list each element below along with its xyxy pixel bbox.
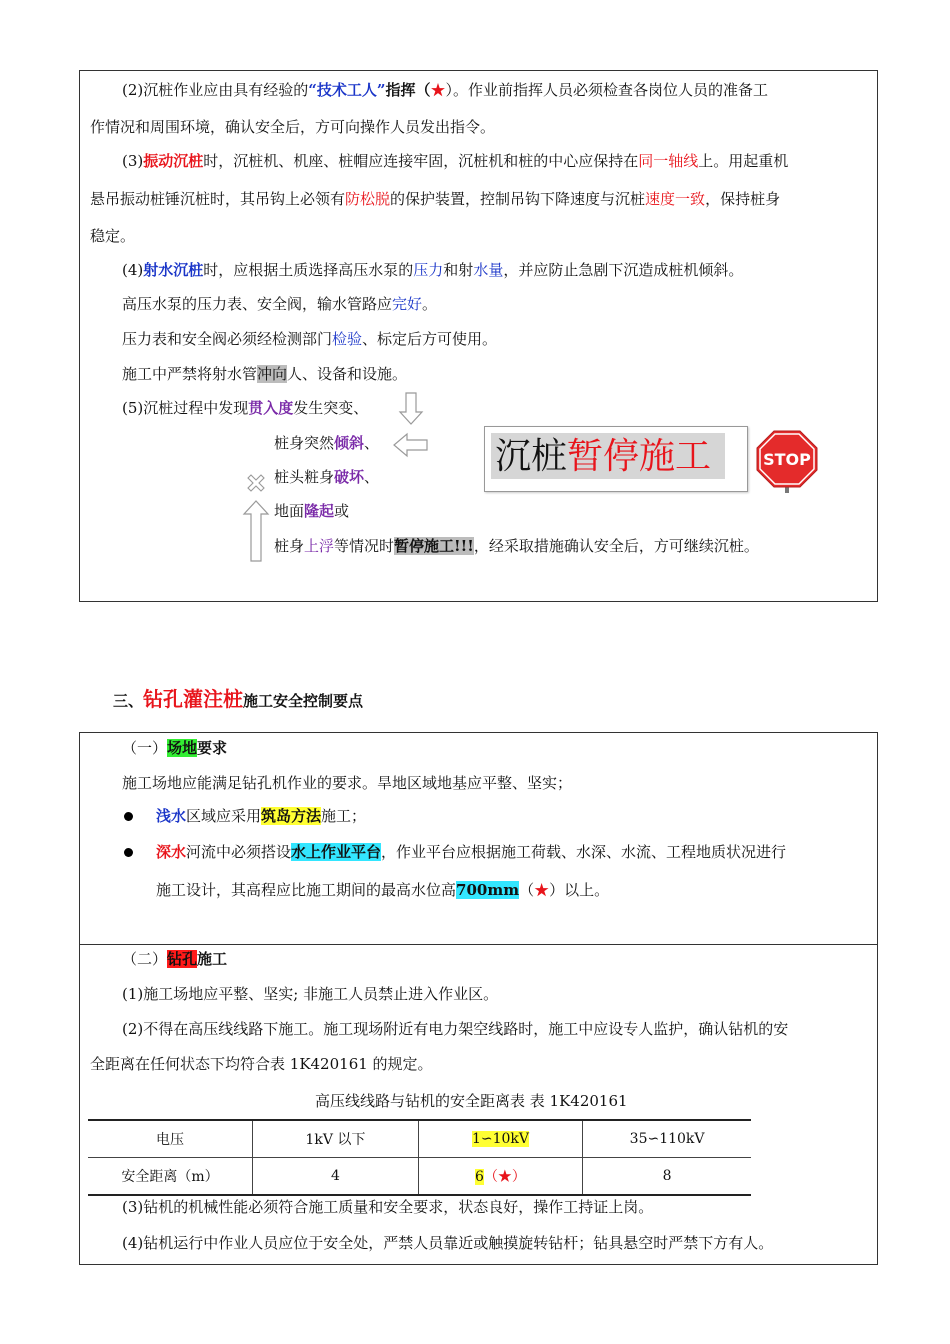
table-row: 安全距离（m） 4 6（★） 8 bbox=[88, 1158, 751, 1196]
para-3-line-2: 悬吊振动桩锤沉桩时，其吊钩上必领有防松脱的保护装置，控制吊钩下降速度与沉桩速度一致，保持桩身 bbox=[90, 190, 781, 208]
drilling-line-4: (3)钻机的机械性能必须符合施工质量和安全要求，状态良好，操作工持证上岗。 bbox=[122, 1198, 654, 1216]
arrow-left-icon bbox=[392, 432, 428, 458]
section-3-title: 三、钻孔灌注桩施工安全控制要点 bbox=[113, 687, 364, 711]
drilling-line-1: (1)施工场地应平整、坚实; 非施工人员禁止进入作业区。 bbox=[122, 985, 499, 1003]
deep-water-item-line-2: 施工设计，其高程应比施工期间的最高水位高700mm（★）以上。 bbox=[156, 881, 610, 899]
drilling-heading: （二）钻孔施工 bbox=[122, 950, 228, 968]
bullet-icon bbox=[124, 812, 133, 821]
para-3-line-3: 稳定。 bbox=[90, 227, 136, 245]
arrow-down-icon bbox=[398, 392, 424, 426]
para-2-line-1: (2)沉桩作业应由具有经验的“技术工人”指挥（★）。作业前指挥人员必须检查各岗位人员的准备工 bbox=[122, 81, 769, 99]
site-line-1: 施工场地应能满足钻孔机作业的要求。旱地区域地基应平整、坚实； bbox=[122, 774, 573, 792]
star-icon: ★ bbox=[534, 881, 550, 899]
para-4-line-4: 施工中严禁将射水管冲向人、设备和设施。 bbox=[122, 365, 408, 383]
stop-sign-icon bbox=[756, 430, 818, 494]
arrow-up-icon bbox=[242, 500, 270, 562]
table-caption: 高压线线路与钻机的安全距离表 表 1K420161 bbox=[315, 1092, 628, 1110]
svg-text:STOP: STOP bbox=[763, 450, 811, 469]
para-4-line-1: (4)射水沉桩时，应根据土质选择高压水泵的压力和射水量，并应防止急剧下沉造成桩机倾斜。 bbox=[122, 261, 744, 279]
table-row: 电压 1kV 以下 1∽10kV 35∽110kV bbox=[88, 1120, 751, 1158]
site-requirements-heading: （一）场地要求 bbox=[122, 739, 228, 757]
cross-icon bbox=[245, 472, 267, 494]
site-requirements-box bbox=[79, 732, 878, 945]
para-5-line-3: 桩头粧身破坏、 bbox=[274, 468, 380, 486]
para-5-line-2: 桩身突然倾斜、 bbox=[274, 434, 380, 452]
para-5-line-1: (5)沉桩过程中发现贯入度发生突变、 bbox=[122, 399, 369, 417]
bullet-icon bbox=[124, 848, 133, 857]
drilling-line-2: (2)不得在高压线线路下施工。施工现场附近有电力架空线路时，施工中应设专人监护，确认钻机的安 bbox=[122, 1020, 789, 1038]
para-4-line-2: 高压水泵的压力表、安全阀，输水管路应完好。 bbox=[122, 295, 438, 313]
drilling-line-5: (4)钻机运行中作业人员应位于安全处，严禁人员靠近或触摸旋转钻杆；钻具悬空时严禁下方有人。 bbox=[122, 1234, 774, 1252]
star-icon: ★ bbox=[430, 81, 446, 99]
para-5-line-4: 地面隆起或 bbox=[274, 502, 350, 520]
para-3-line-1: (3)振动沉桩时，沉桩机、机座、桩帽应连接牢固，沉桩机和桩的中心应保持在同一轴线上。用起重机 bbox=[122, 152, 789, 170]
deep-water-item-line-1: 深水河流中必须搭设水上作业平台，作业平台应根据施工荷载、水深、水流、工程地质状况进行 bbox=[156, 843, 787, 861]
drilling-line-3: 全距离在任何状态下均符合表 1K420161 的规定。 bbox=[90, 1055, 433, 1073]
safety-distance-table bbox=[88, 1119, 751, 1196]
para-2-line-2: 作情况和周围环境，确认安全后，方可向操作人员发出指令。 bbox=[90, 118, 496, 136]
shallow-water-item: 浅水区域应采用筑岛方法施工； bbox=[156, 807, 367, 825]
para-4-line-3: 压力表和安全阀必须经检测部门检验、标定后方可使用。 bbox=[122, 330, 498, 348]
para-5-line-5: 桩身上浮等情况时暂停施工!!!，经采取措施确认安全后，方可继续沉桩。 bbox=[274, 537, 759, 555]
star-icon: （★） bbox=[483, 1169, 526, 1185]
stop-construction-banner: 沉桩暂停施工 bbox=[484, 426, 748, 492]
